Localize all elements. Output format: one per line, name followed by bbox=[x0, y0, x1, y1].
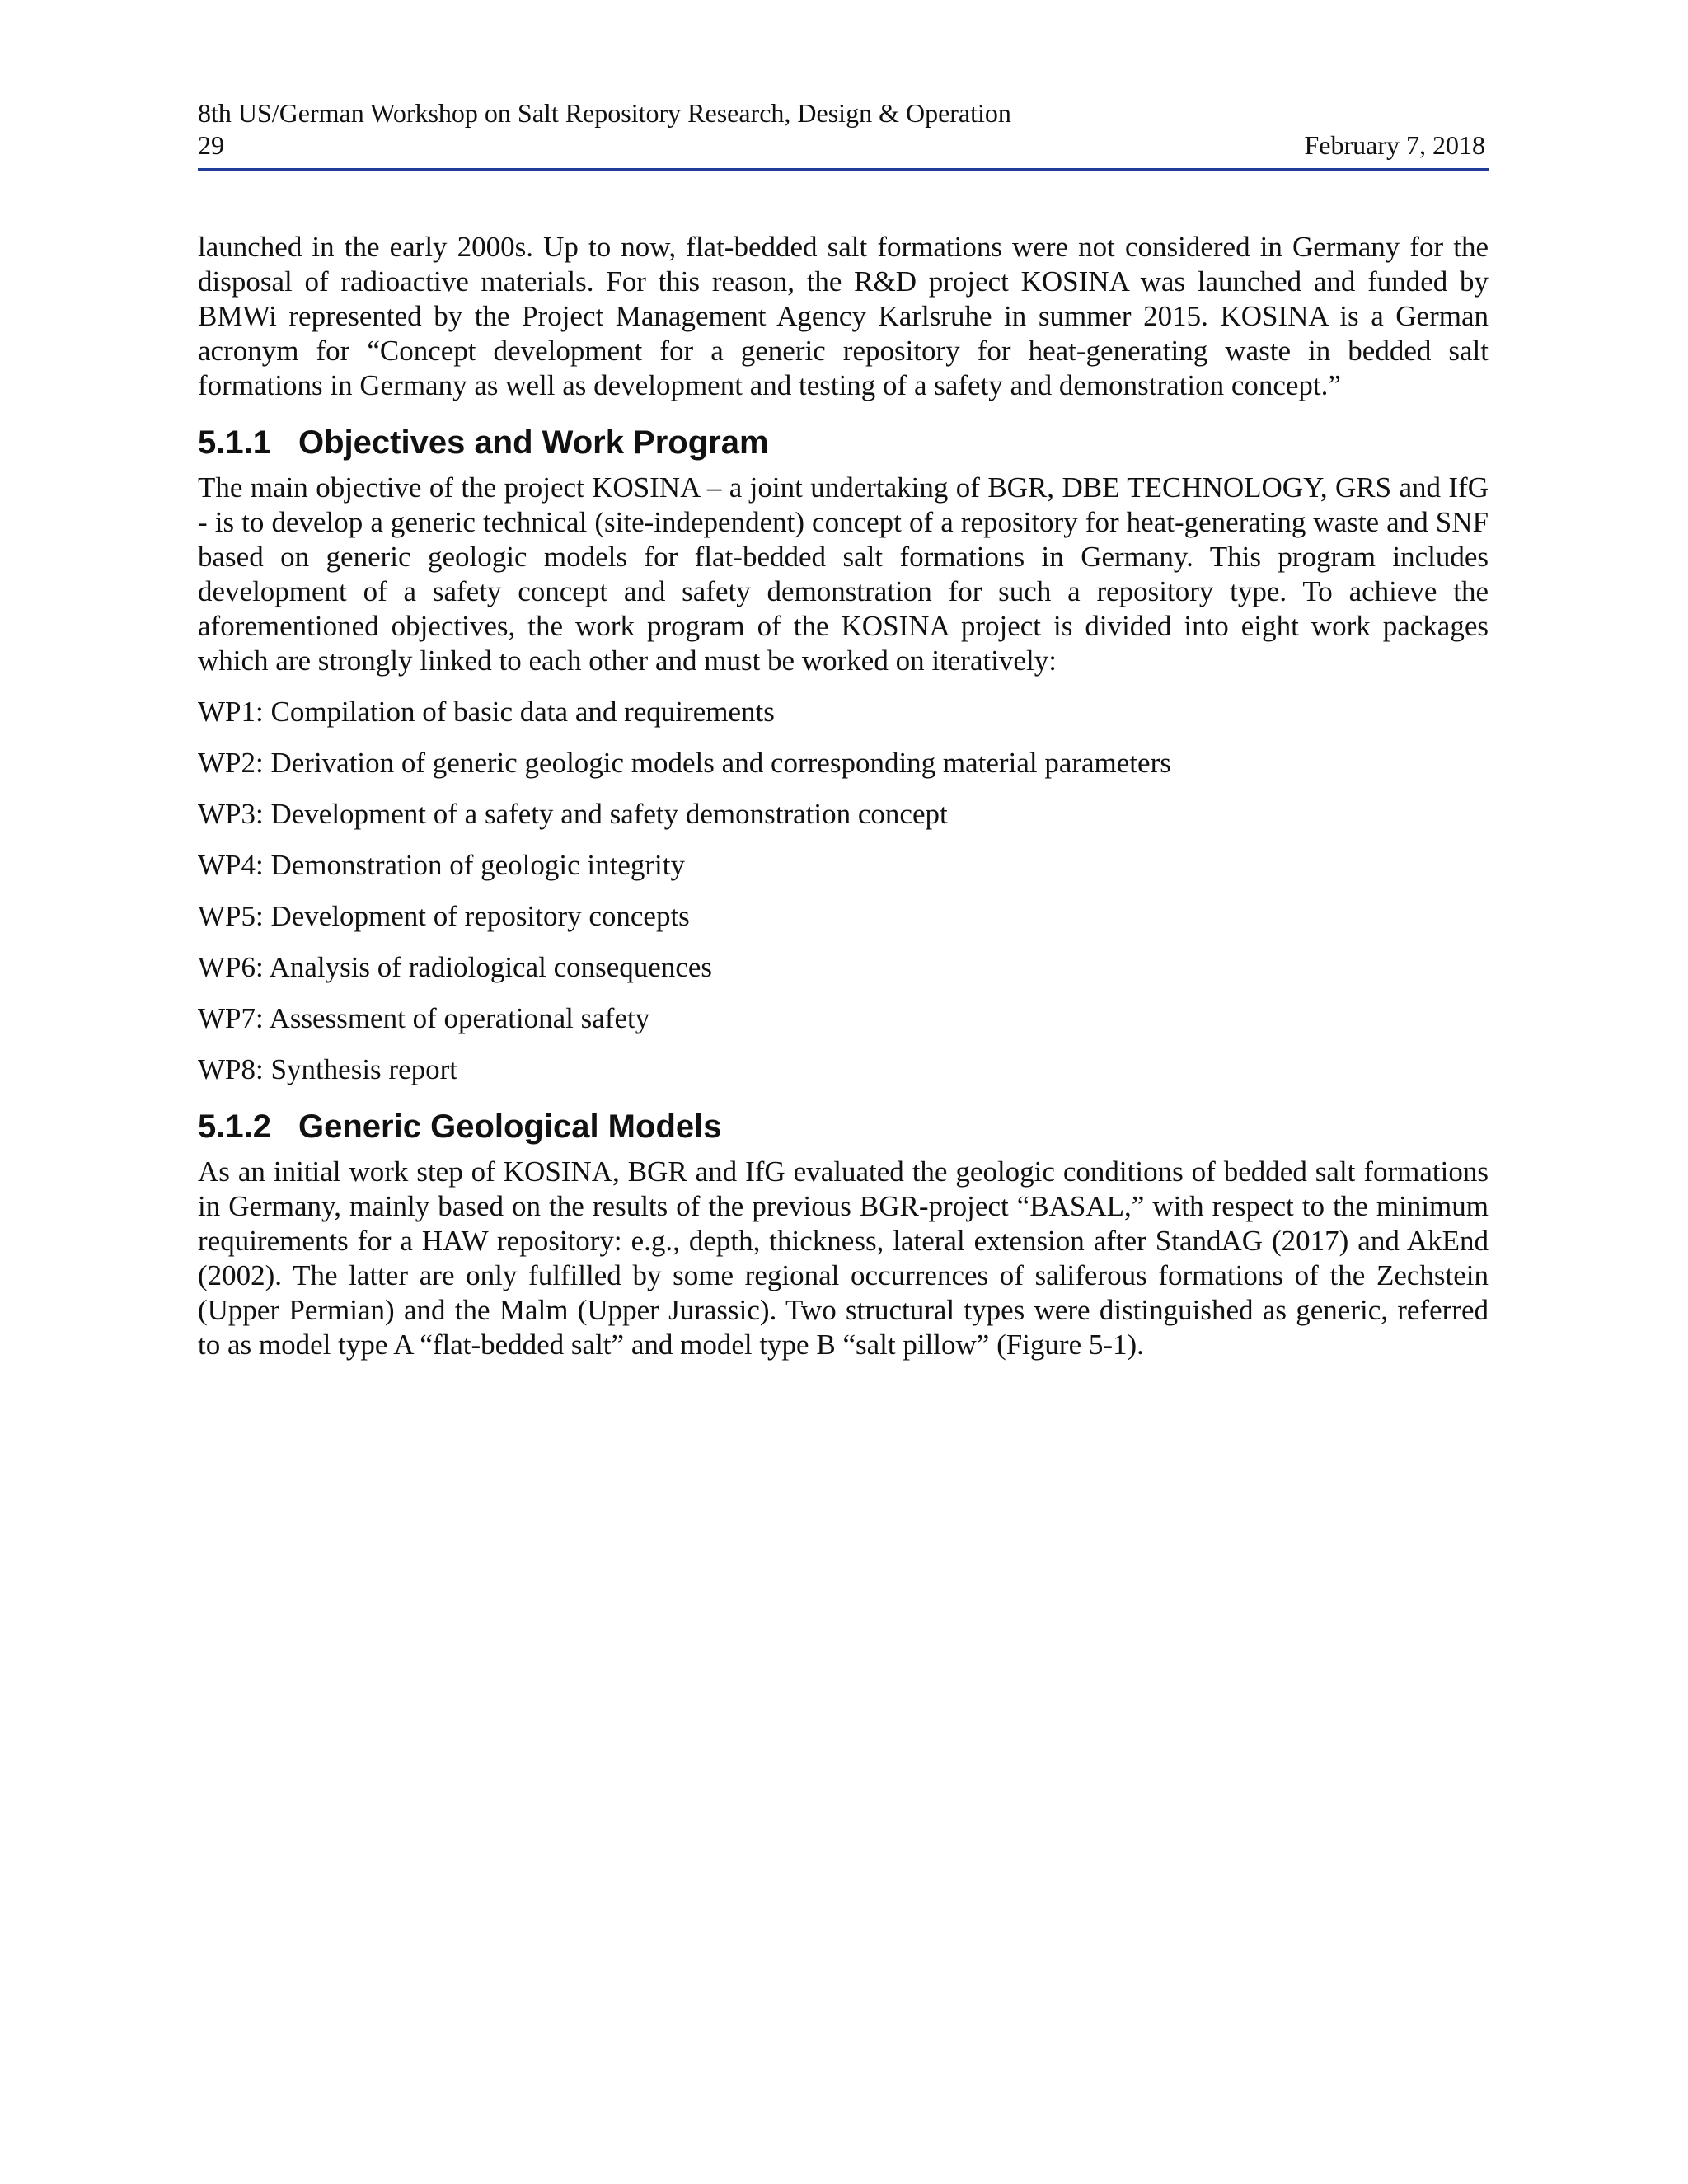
workshop-title: 8th US/German Workshop on Salt Repository Research, Design & Operation bbox=[198, 98, 1011, 128]
header-date: February 7, 2018 bbox=[1304, 130, 1485, 160]
section-number: 5.1.2 bbox=[198, 1108, 271, 1145]
document-body bbox=[198, 230, 1489, 1362]
list-item: WP6: Analysis of radiological consequences bbox=[198, 951, 713, 983]
section-heading-geological-models bbox=[198, 1107, 1489, 1146]
geological-models-paragraph: As an initial work step of KOSINA, BGR and IfG evaluated the geologic conditions of bedded salt formations in Germany, mainly based on the results of the previous BGR-project “BASAL,” with respect to the minimum requirements for a HAW repository: e.g., depth, thickness, lateral extension after StandAG (2017) and AkEnd (2002). The latter are only fulfilled by some regional occurrences of saliferous formations of the Zechstein (Upper Permian) and the Malm (Upper Jurassic). Two structural types were distinguished as generic, referred to as model type A “flat-bedded salt” and model type B “salt pillow” (Figure 5-1). bbox=[198, 1155, 1489, 1361]
page-number: 29 bbox=[198, 130, 224, 160]
list-item: WP4: Demonstration of geologic integrity bbox=[198, 849, 686, 881]
list-item: WP2: Derivation of generic geologic models and corresponding material parameters bbox=[198, 747, 1171, 779]
document-page bbox=[198, 97, 1489, 1362]
work-package-list bbox=[198, 695, 1489, 1087]
section-heading-objectives bbox=[198, 423, 1489, 462]
list-item: WP7: Assessment of operational safety bbox=[198, 1002, 650, 1034]
list-item: WP8: Synthesis report bbox=[198, 1053, 457, 1085]
intro-paragraph: launched in the early 2000s. Up to now, flat-bedded salt formations were not considered in Germany for the disposal of radioactive materials. For this reason, the R&D project KOSINA was launched and funded by BMWi represented by the Project Management Agency Karlsruhe in summer 2015. KOSINA is a German acronym for “Concept development for a generic repository for heat-generating waste in bedded salt formations in Germany as well as development and testing of a safety and demonstration concept.” bbox=[198, 231, 1489, 401]
list-item: WP3: Development of a safety and safety demonstration concept bbox=[198, 798, 948, 830]
list-item: WP1: Compilation of basic data and requirements bbox=[198, 696, 775, 728]
list-item: WP5: Development of repository concepts bbox=[198, 900, 690, 932]
objectives-paragraph: The main objective of the project KOSINA – a joint undertaking of BGR, DBE TECHNOLOGY, GRS and IfG - is to develop a generic technical (site-independent) concept of a repository for heat-generating waste and SNF based on generic geologic models for flat-bedded salt formations in Germany. This program includes development of a safety concept and safety demonstration for such a repository type. To achieve the aforementioned objectives, the work program of the KOSINA project is divided into eight work packages which are strongly linked to each other and must be worked on iteratively: bbox=[198, 471, 1489, 677]
section-number: 5.1.1 bbox=[198, 424, 271, 461]
section-title: Objectives and Work Program bbox=[298, 424, 769, 461]
page-header bbox=[198, 97, 1489, 171]
section-title: Generic Geological Models bbox=[298, 1108, 722, 1145]
